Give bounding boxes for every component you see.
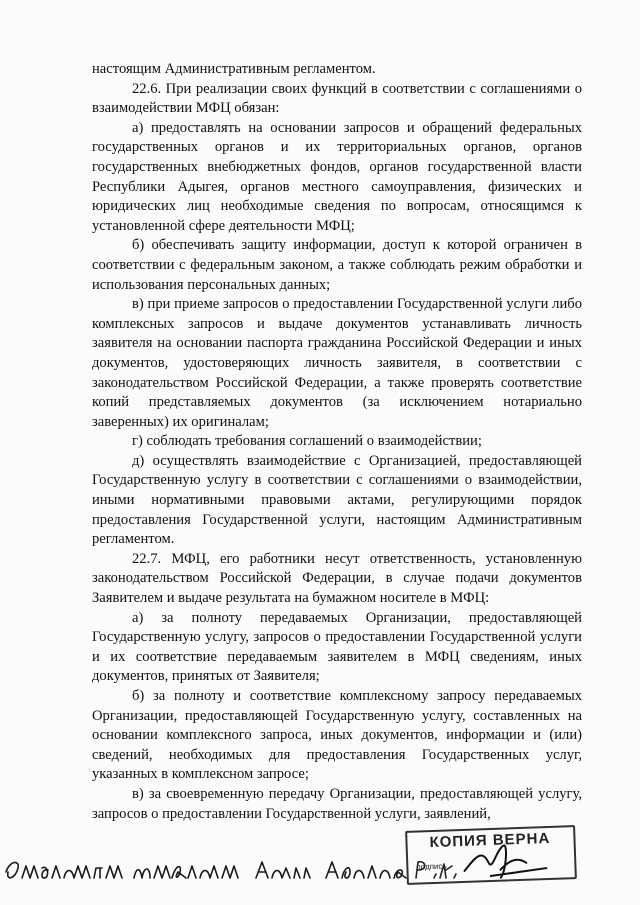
paragraph: 22.6. При реализации своих функций в соответствии с соглашениями о взаимодействии МФЦ обязан: bbox=[92, 80, 582, 117]
stamp-title: КОПИЯ ВЕРНА bbox=[429, 829, 551, 852]
paragraph: 22.7. МФЦ, его работники несут ответственность, установленную законодательством Российской Федерации, в случае подачи документов Заявителем и выдаче результата на бумажном носителе в МФЦ: bbox=[92, 550, 582, 607]
document-body bbox=[92, 60, 582, 824]
paragraph: б) за полноту и соответствие комплексному запросу передаваемых Организации, предоставляющей Государственную услугу, составленных на основании комплексного запроса, иных документов, информации и (или) сведений, необходимых для предоставления Государственных услуг, указанных в комплексном запросе; bbox=[92, 688, 582, 783]
stamp-signature-label: подпись bbox=[416, 861, 447, 872]
paragraph: б) обеспечивать защиту информации, доступ к которой ограничен в соответствии с федеральным законом, а также соблюдать режим обработки и использования персональных данных; bbox=[92, 237, 582, 293]
paragraph: д) осуществлять взаимодействие с Организацией, предоставляющей Государственную услугу в соответствии с соглашениями о взаимодействии, иными нормативными правовыми актами, регулирующими порядок предоставления Государственной услуги, настоящим Административным регламентом. bbox=[92, 452, 582, 548]
paragraph: а) за полноту передаваемых Организации, предоставляющей Государственную услугу, запросов о предоставлении Государственной услуги и их соответствие передаваемым заявителем в МФЦ сведениям, иных документов, принятых от Заявителя; bbox=[92, 609, 582, 685]
paragraph: настоящим Административным регламентом. bbox=[92, 61, 376, 77]
certification-stamp bbox=[405, 825, 577, 885]
paragraph: в) при приеме запросов о предоставлении Государственной услуги либо комплексных запросов и выдаче документов устанавливать личность заявителя на основании паспорта гражданина Российской Федерации и иных документов, удостоверяющих личность заявителя, в соответствии с законодательством Российской Федерации, а также проверять соответствие копий представляемых документов (за исключением нотариально заверенных) их оригиналам; bbox=[92, 296, 582, 430]
paragraph: в) за своевременную передачу Организации, предоставляющей услугу, запросов о предоставлении Государственной услуги, заявлений, bbox=[92, 785, 582, 822]
signature-icon bbox=[459, 838, 550, 883]
paragraph: а) предоставлять на основании запросов и обращений федеральных государственных органов и их территориальных органов, органов государственных внебюджетных фондов, органов государственной власти Республики Адыгея, органов местного самоуправления, физических и юридических лиц необходимые сведения по вопросам, относящимся к установленной сфере деятельности МФЦ; bbox=[92, 119, 582, 234]
paragraph: г) соблюдать требования соглашений о взаимодействии; bbox=[132, 433, 482, 450]
